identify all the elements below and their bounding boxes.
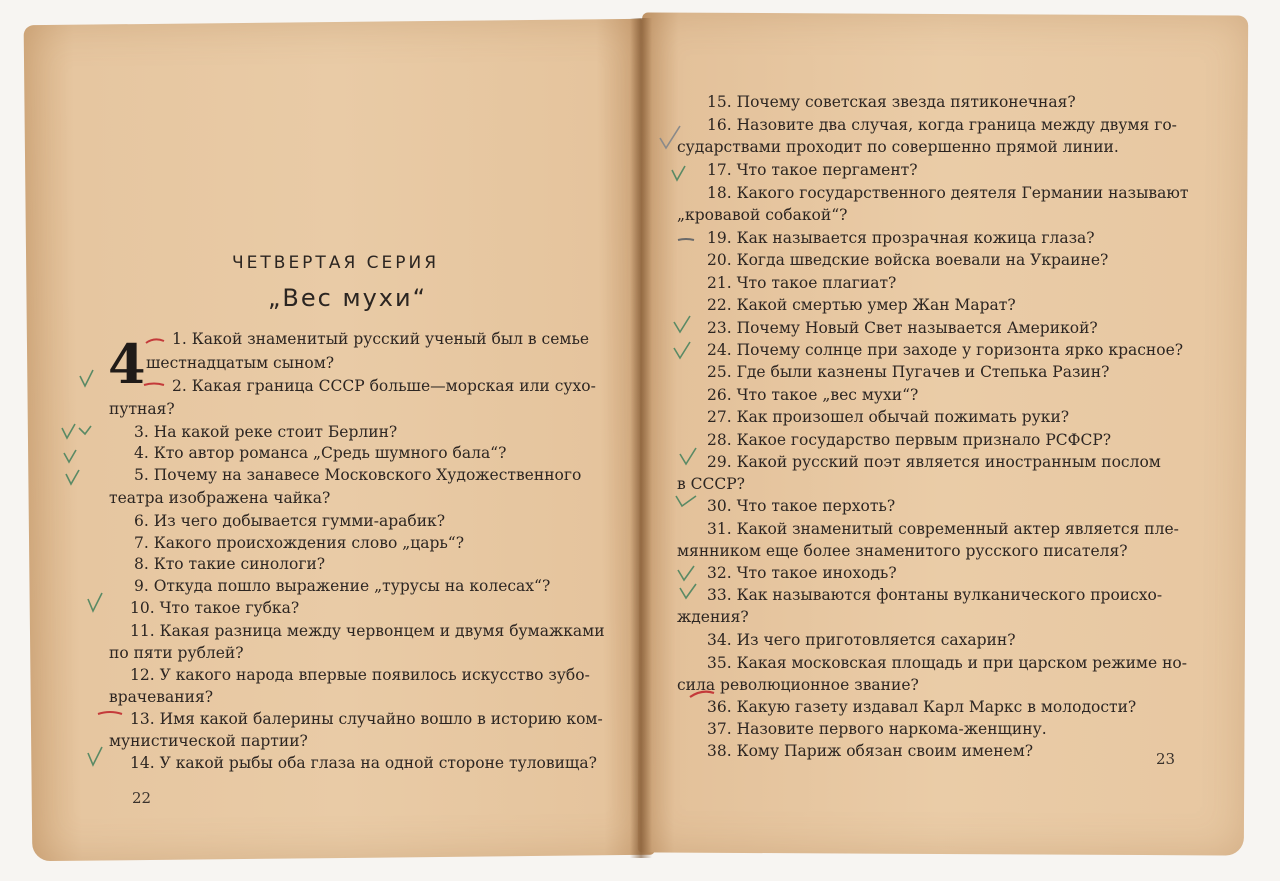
question-line: мянником еще более знаменитого русского писателя? — [677, 542, 1128, 560]
red-dash-mark — [98, 712, 122, 714]
question-line: 21. Что такое плагиат? — [707, 274, 897, 292]
question-line: 7. Какого происхождения слово „царь“? — [134, 534, 465, 552]
question-line: 38. Кому Париж обязан своим именем? — [707, 742, 1034, 760]
question-line: 24. Почему солнце при заходе у горизонта ярко красное? — [707, 341, 1184, 359]
chapter-title: „Вес мухи“ — [268, 284, 428, 312]
question-line: мунистической партии? — [109, 732, 308, 750]
question-line: по пяти рублей? — [109, 644, 244, 662]
check-mark — [88, 593, 102, 611]
question-line: 33. Как называются фонтаны вулканического происхо- — [707, 586, 1163, 604]
question-line: 37. Назовите первого наркома-женщину. — [707, 720, 1047, 738]
check-mark — [80, 370, 93, 386]
question-line: 12. У какого народа впервые появилось искусство зубо- — [130, 666, 590, 684]
check-mark — [64, 450, 76, 462]
check-mark — [678, 566, 694, 580]
question-line: 34. Из чего приготовляется сахарин? — [707, 631, 1016, 649]
question-line: 36. Какую газету издавал Карл Маркс в молодости? — [707, 698, 1137, 716]
question-line: 25. Где были казнены Пугачев и Степька Разин? — [707, 363, 1110, 381]
question-line: 26. Что такое „вес мухи“? — [707, 386, 919, 404]
question-line: 3. На какой реке стоит Берлин? — [134, 423, 398, 441]
series-title: ЧЕТВЕРТАЯ СЕРИЯ — [232, 253, 440, 273]
question-line: 8. Кто такие синологи? — [134, 555, 326, 573]
question-line: 18. Какого государственного деятеля Германии называют — [707, 184, 1189, 202]
question-line: 22. Какой смертью умер Жан Марат? — [707, 296, 1016, 314]
question-line: 14. У какой рыбы оба глаза на одной стороне туловища? — [130, 754, 597, 772]
check-mark — [674, 342, 690, 358]
question-line: в СССР? — [677, 475, 745, 493]
question-line: сударствами проходит по совершенно прямой линии. — [677, 138, 1119, 156]
question-line: 6. Из чего добывается гумми-арабик? — [134, 512, 446, 530]
check-mark — [674, 316, 690, 332]
red-dash-mark — [144, 384, 164, 386]
question-line: 23. Почему Новый Свет называется Америкой? — [707, 319, 1098, 337]
question-line: „кровавой собакой“? — [677, 206, 848, 224]
page-number-right: 23 — [1156, 750, 1176, 768]
question-line: путная? — [109, 400, 175, 418]
question-line: 29. Какой русский поэт является иностранным послом — [707, 453, 1161, 471]
question-line: 11. Какая разница между червонцем и двумя бумажками — [130, 622, 605, 640]
check-mark — [660, 126, 680, 148]
red-dash-mark — [146, 339, 164, 343]
question-line: 20. Когда шведские войска воевали на Украине? — [707, 251, 1109, 269]
question-line: 9. Откуда пошло выражение „турусы на колесах“? — [134, 577, 551, 595]
question-line: 35. Какая московская площадь и при царском режиме но- — [707, 654, 1187, 672]
question-line: 27. Как произошел обычай пожимать руки? — [707, 408, 1070, 426]
question-line: 17. Что такое пергамент? — [707, 161, 918, 179]
question-line: 32. Что такое иноходь? — [707, 564, 897, 582]
check-mark — [680, 448, 696, 464]
question-line: 1. Какой знаменитый русский ученый был в семье — [172, 330, 590, 348]
red-dash-mark — [690, 692, 714, 697]
question-line: 15. Почему советская звезда пятиконечная? — [707, 93, 1076, 111]
question-line: врачевания? — [109, 688, 214, 706]
question-line: 30. Что такое перхоть? — [707, 497, 896, 515]
check-mark — [680, 584, 696, 598]
check-mark — [66, 470, 79, 484]
question-line: 19. Как называется прозрачная кожица глаза? — [707, 229, 1095, 247]
question-line: ждения? — [677, 608, 749, 626]
question-line: шестнадцатым сыном? — [146, 354, 335, 372]
question-line: театра изображена чайка? — [109, 489, 331, 507]
page-number-left: 22 — [132, 789, 152, 807]
question-line: 28. Какое государство первым признало РСФСР? — [707, 431, 1112, 449]
question-line: 4. Кто автор романса „Средь шумного бала“? — [134, 444, 507, 462]
check-mark — [88, 747, 102, 765]
question-line: 16. Назовите два случая, когда граница между двумя го- — [707, 116, 1177, 134]
question-line: 2. Какая граница СССР больше—морская или сухо- — [172, 377, 596, 395]
check-mark — [676, 496, 696, 506]
question-line: 10. Что такое губка? — [130, 599, 300, 617]
check-mark — [62, 424, 91, 438]
question-line: 13. Имя какой балерины случайно вошло в историю ком- — [130, 710, 603, 728]
question-line: 5. Почему на занавесе Московского Художественного — [134, 466, 582, 484]
red-dash-mark — [678, 239, 694, 240]
question-line: 31. Какой знаменитый современный актер является пле- — [707, 520, 1179, 538]
question-line: сила революционное звание? — [677, 676, 919, 694]
chapter-number: 4 — [108, 332, 146, 396]
check-mark — [672, 166, 685, 180]
